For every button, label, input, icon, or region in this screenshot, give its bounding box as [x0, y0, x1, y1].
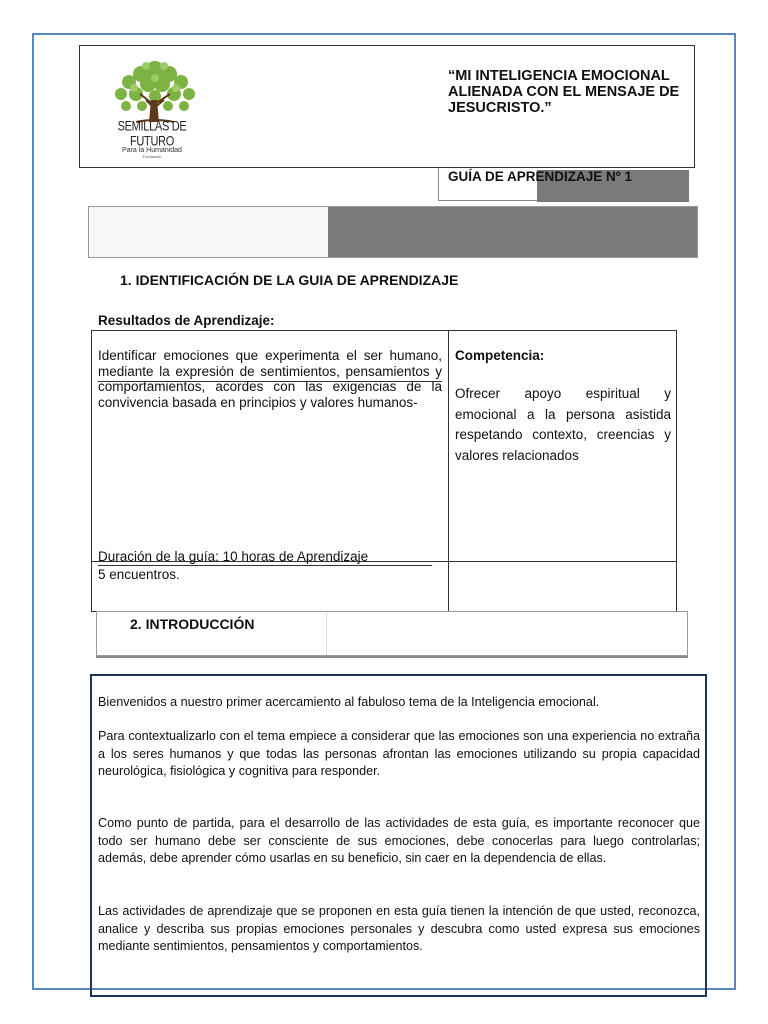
- duration-text: Duración de la guía: 10 horas de Aprendizaje: [98, 549, 369, 564]
- competence-text: Ofrecer apoyo espiritual y emocional a la persona asistida respetando contexto, creencias y valores relacionados: [455, 386, 671, 463]
- intro-paragraph-4: Las actividades de aprendizaje que se proponen en esta guía tienen la intención de que usted, reconozca, analice y describa sus propias emociones personales y descubra como usted expresa sus emociones mediante sentimientos, pensamientos y comportamientos.: [98, 904, 700, 954]
- logo-tagline: Para la Humanidad: [122, 147, 182, 154]
- document-title: “MI INTELIGENCIA EMOCIONAL ALIENADA CON EL MENSAJE DE JESUCRISTO.”: [448, 68, 680, 116]
- section1-heading: 1. IDENTIFICACIÓN DE LA GUIA DE APRENDIZAJE: [120, 272, 459, 288]
- guide-label: GUÍA DE APRENDIZAJE Nº 1: [448, 169, 632, 184]
- header-bar-grey: [328, 207, 697, 257]
- results-text: Identificar emociones que experimenta el ser humano, mediante la expresión de sentimientos, pensamientos y comportamientos, acordes con las exigencias de la convivencia basada en principios y valores humanos-: [98, 348, 442, 410]
- intro-paragraph-3: Como punto de partida, para el desarrollo de las actividades de esta guía, es importante reconocer que todo ser humano debe ser consciente de sus emociones, debe conocerlas para luego controlarlas; además, debe aprender cómo usarlas en su beneficio, sin caer en la dependencia de ellas.: [98, 816, 700, 866]
- logo-text: [96, 119, 208, 159]
- encounters-text: 5 encuentros.: [98, 567, 180, 582]
- section2-heading: 2. INTRODUCCIÓN: [130, 616, 255, 632]
- logo-name: SEMILLAS DE FUTURO: [117, 119, 187, 149]
- results-label: Resultados de Aprendizaje:: [98, 313, 275, 328]
- intro-divider: [326, 612, 327, 655]
- table-divider: [448, 330, 449, 612]
- intro-paragraph-1: Bienvenidos a nuestro primer acercamiento al fabuloso tema de la Inteligencia emocional.: [98, 695, 600, 709]
- competence-label: Competencia:: [455, 348, 545, 363]
- logo-small: Fundación: [142, 154, 162, 159]
- intro-paragraph-2: Para contextualizarlo con el tema empiece a considerar que las emociones son una experiencia no extraña a los seres humanos y que todas las personas afrontan las emociones utilizando su propia capacidad neurológica, fisiológica y cognitiva para responder.: [98, 729, 700, 779]
- text-line: [98, 565, 432, 566]
